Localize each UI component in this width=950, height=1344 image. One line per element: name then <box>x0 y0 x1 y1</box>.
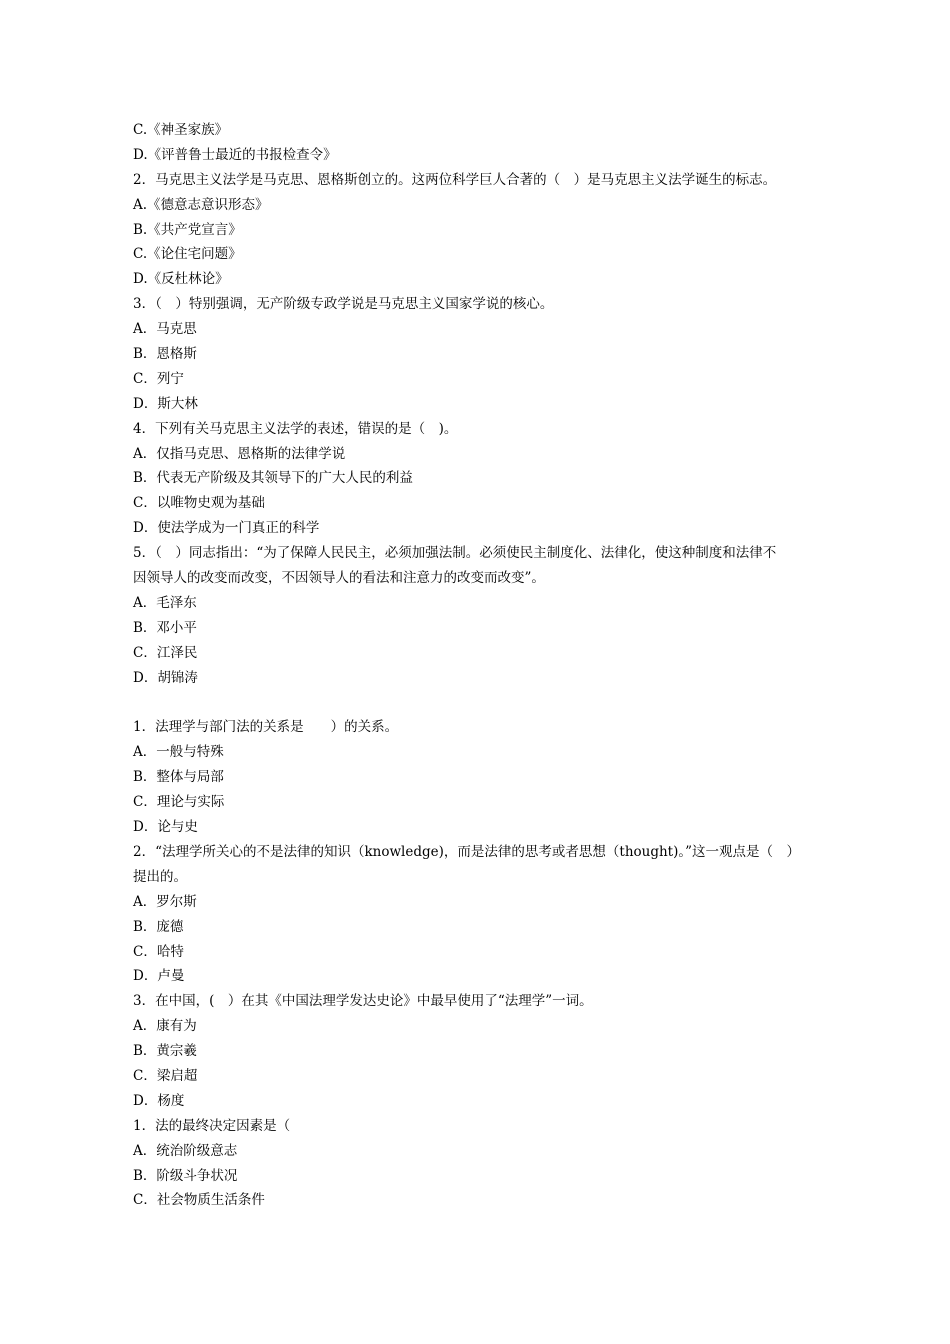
option-b: B．恩格斯 <box>133 346 197 363</box>
option-d: D．论与史 <box>133 819 198 836</box>
option-a: A．康有为 <box>133 1018 197 1035</box>
option-d: D.《评普鲁士最近的书报检查令》 <box>133 146 337 163</box>
question-3: 3．在中国，( ）在其《中国法理学发达史论》中最早使用了“法理学”一词。 <box>133 993 593 1010</box>
question-5-continued: 因领导人的改变而改变，不因领导人的看法和注意力的改变而改变”。 <box>133 570 545 587</box>
option-a: A.《德意志意识形态》 <box>133 196 269 213</box>
question-2-continued: 提出的。 <box>133 868 187 885</box>
question-block-marxist-jurisprudence <box>133 118 823 690</box>
option-d: D．使法学成为一门真正的科学 <box>133 520 320 537</box>
question-5: 5．（ ）同志指出：“为了保障人民民主，必须加强法制。必须使民主制度化、法律化，使这种制度和法律不 <box>133 545 777 562</box>
option-d: D．斯大林 <box>133 395 198 412</box>
option-b: B．邓小平 <box>133 619 197 636</box>
option-b: B．整体与局部 <box>133 769 224 786</box>
option-b: B.《共产党宣言》 <box>133 221 242 238</box>
question-1: 1．法理学与部门法的关系是 ）的关系。 <box>133 719 399 736</box>
option-d: D．杨度 <box>133 1092 185 1109</box>
option-d: D．卢曼 <box>133 968 185 985</box>
option-a: A．一般与特殊 <box>133 744 224 761</box>
question-3: 3．（ ）特别强调，无产阶级专政学说是马克思主义国家学说的核心。 <box>133 296 554 313</box>
option-c: C．江泽民 <box>133 644 198 661</box>
question-1: 1．法的最终决定因素是（ <box>133 1117 291 1134</box>
question-4: 4．下列有关马克思主义法学的表述，错误的是（ )。 <box>133 420 458 437</box>
option-c: C．列宁 <box>133 370 184 387</box>
option-c: C.《论住宅问题》 <box>133 246 242 263</box>
option-b: B．代表无产阶级及其领导下的广大人民的利益 <box>133 470 413 487</box>
option-c: C．社会物质生活条件 <box>133 1192 265 1209</box>
option-c: C.《神圣家族》 <box>133 122 229 138</box>
option-c: C．理论与实际 <box>133 794 225 811</box>
question-2: 2．马克思主义法学是马克思、恩格斯创立的。这两位科学巨人合著的（ ）是马克思主义法学诞生的标志。 <box>133 171 777 188</box>
document-page <box>133 118 823 1213</box>
option-c: C．梁启超 <box>133 1067 198 1084</box>
question-block-jurisprudence <box>133 715 823 1213</box>
section-spacer <box>133 690 823 715</box>
option-a: A．罗尔斯 <box>133 893 197 910</box>
option-d: D.《反杜林论》 <box>133 271 229 288</box>
option-a: A．统治阶级意志 <box>133 1142 238 1159</box>
option-b: B．黄宗羲 <box>133 1043 197 1060</box>
option-b: B．阶级斗争状况 <box>133 1167 238 1184</box>
option-a: A．马克思 <box>133 321 197 338</box>
question-2: 2．“法理学所关心的不是法律的知识（knowledge)，而是法律的思考或者思想（thought)。”这一观点是（ ） <box>133 843 801 860</box>
option-a: A．仅指马克思、恩格斯的法律学说 <box>133 445 346 462</box>
option-b: B．庞德 <box>133 918 184 935</box>
option-c: C．以唯物史观为基础 <box>133 495 265 512</box>
option-d: D．胡锦涛 <box>133 669 198 686</box>
option-c: C．哈特 <box>133 943 184 960</box>
option-a: A．毛泽东 <box>133 594 197 611</box>
